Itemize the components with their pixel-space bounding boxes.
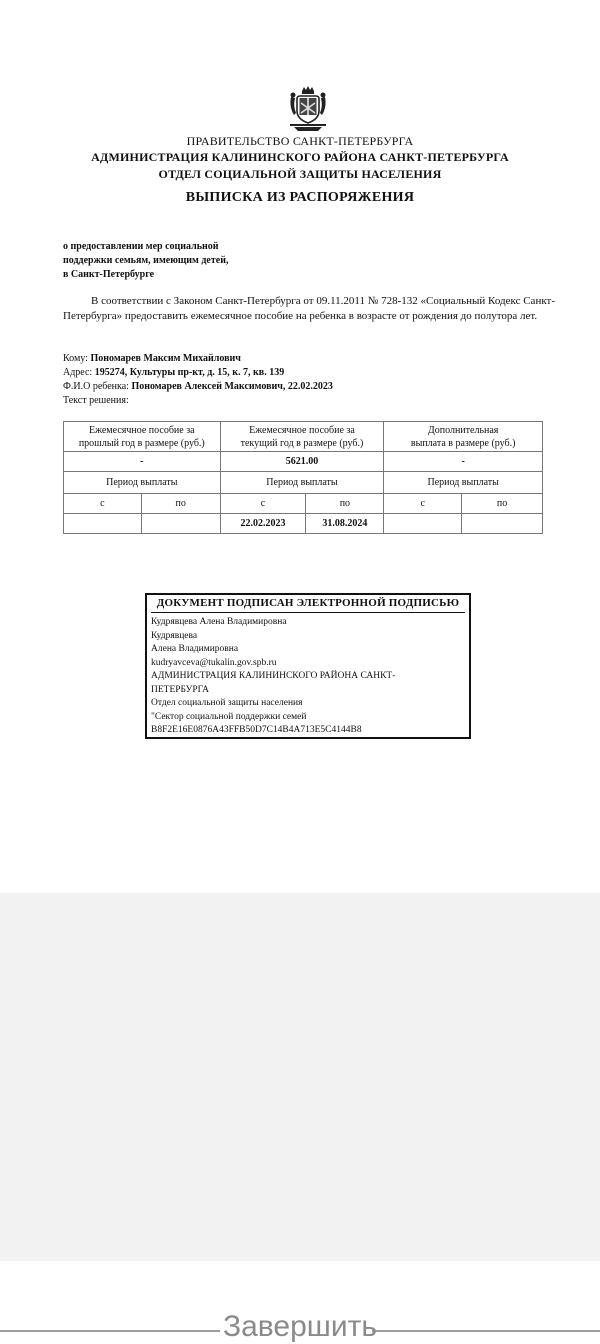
decision-text-label: Текст решения: — [63, 395, 129, 406]
subject-line: поддержки семьям, имеющим детей, — [63, 255, 229, 266]
recipient-label: Кому: — [63, 353, 88, 364]
subject-line: о предоставлении мер социальной — [63, 241, 219, 252]
table-period-row — [64, 472, 543, 494]
child-label: Ф.И.О ребенка: — [63, 381, 129, 392]
government-header: ПРАВИТЕЛЬСТВО САНКТ-ПЕТЕРБУРГА — [186, 134, 414, 148]
signature-divider — [151, 612, 465, 613]
table-amount-row — [64, 452, 543, 472]
signer-sector: "Сектор социальной поддержки семей — [151, 711, 307, 722]
additional-payment-header: Дополнительная выплата в размере (руб.) — [384, 422, 543, 452]
address-label: Адрес: — [63, 367, 93, 378]
current-to-date: 31.08.2024 — [306, 514, 384, 534]
prev-from-date — [64, 514, 142, 534]
viewer-background — [0, 893, 600, 1261]
period-label: Период выплаты — [64, 472, 221, 494]
recipient-name: Пономарев Максим Михайлович — [90, 353, 241, 364]
department-header: ОТДЕЛ СОЦИАЛЬНОЙ ЗАЩИТЫ НАСЕЛЕНИЯ — [158, 167, 442, 181]
address-value: 195274, Культуры пр-кт, д. 15, к. 7, кв. 139 — [94, 367, 285, 378]
signature-title: ДОКУМЕНТ ПОДПИСАН ЭЛЕКТРОННОЙ ПОДПИСЬЮ — [156, 597, 460, 609]
additional-amount: - — [384, 452, 543, 472]
signer-full-name: Кудрявцева Алена Владимировна — [151, 617, 287, 627]
from-label: с — [384, 494, 462, 514]
signer-email: kudryavceva@tukalin.gov.spb.ru — [151, 657, 277, 668]
child-row — [63, 380, 333, 394]
signer-department: Отдел социальной защиты населения — [151, 698, 303, 708]
additional-from-date — [384, 514, 462, 534]
coat-of-arms-icon — [288, 85, 328, 131]
from-label: с — [64, 494, 142, 514]
certificate-serial: B8F2E16E0876A43FFB50D7C14B4A713E5C4144B8 — [151, 725, 362, 735]
current-year-amount: 5621.00 — [220, 452, 384, 472]
to-label: по — [462, 494, 543, 514]
current-from-date: 22.02.2023 — [220, 514, 306, 534]
current-year-header: Ежемесячное пособие за текущий год в размере (руб.) — [220, 422, 384, 452]
document-title: ВЫПИСКА ИЗ РАСПОРЯЖЕНИЯ — [185, 190, 415, 205]
child-value: Пономарев Алексей Максимович, 22.02.2023 — [131, 381, 333, 392]
finish-button[interactable]: Завершить — [223, 1310, 377, 1343]
prev-to-date — [141, 514, 220, 534]
to-label: по — [141, 494, 220, 514]
signer-organization-cont: ПЕТЕРБУРГА — [151, 684, 210, 695]
e-signature-stamp — [145, 593, 471, 739]
period-label: Период выплаты — [220, 472, 384, 494]
decision-paragraph-text: В соответствии с Законом Санкт-Петербурга от 09.11.2011 № 728-132 «Социальный Кодекс Санкт-Петербурга» предоставить ежемесячное пособие на ребенка в возрасте от рождения до полутора лет. — [63, 295, 555, 322]
address-row — [63, 366, 284, 380]
signer-surname: Кудрявцева — [151, 630, 198, 641]
decision-paragraph — [63, 294, 555, 324]
table-dates-row — [64, 514, 543, 534]
recipient-name-row — [63, 352, 241, 366]
administration-header: АДМИНИСТРАЦИЯ КАЛИНИНСКОГО РАЙОНА САНКТ-ПЕТЕРБУРГА — [91, 150, 509, 164]
period-label: Период выплаты — [384, 472, 543, 494]
table-from-to-row — [64, 494, 543, 514]
to-label: по — [306, 494, 384, 514]
from-label: с — [220, 494, 306, 514]
additional-to-date — [462, 514, 543, 534]
signer-organization: АДМИНИСТРАЦИЯ КАЛИНИНСКОГО РАЙОНА САНКТ- — [151, 671, 396, 681]
prev-year-header: Ежемесячное пособие за прошлый год в размере (руб.) — [64, 422, 221, 452]
signature-details — [151, 616, 395, 738]
table-header-row — [64, 422, 543, 452]
payment-table — [63, 421, 543, 534]
signer-given-name: Алена Владимировна — [151, 644, 239, 654]
subject-line: в Санкт-Петербурге — [63, 269, 155, 280]
prev-year-amount: - — [64, 452, 221, 472]
